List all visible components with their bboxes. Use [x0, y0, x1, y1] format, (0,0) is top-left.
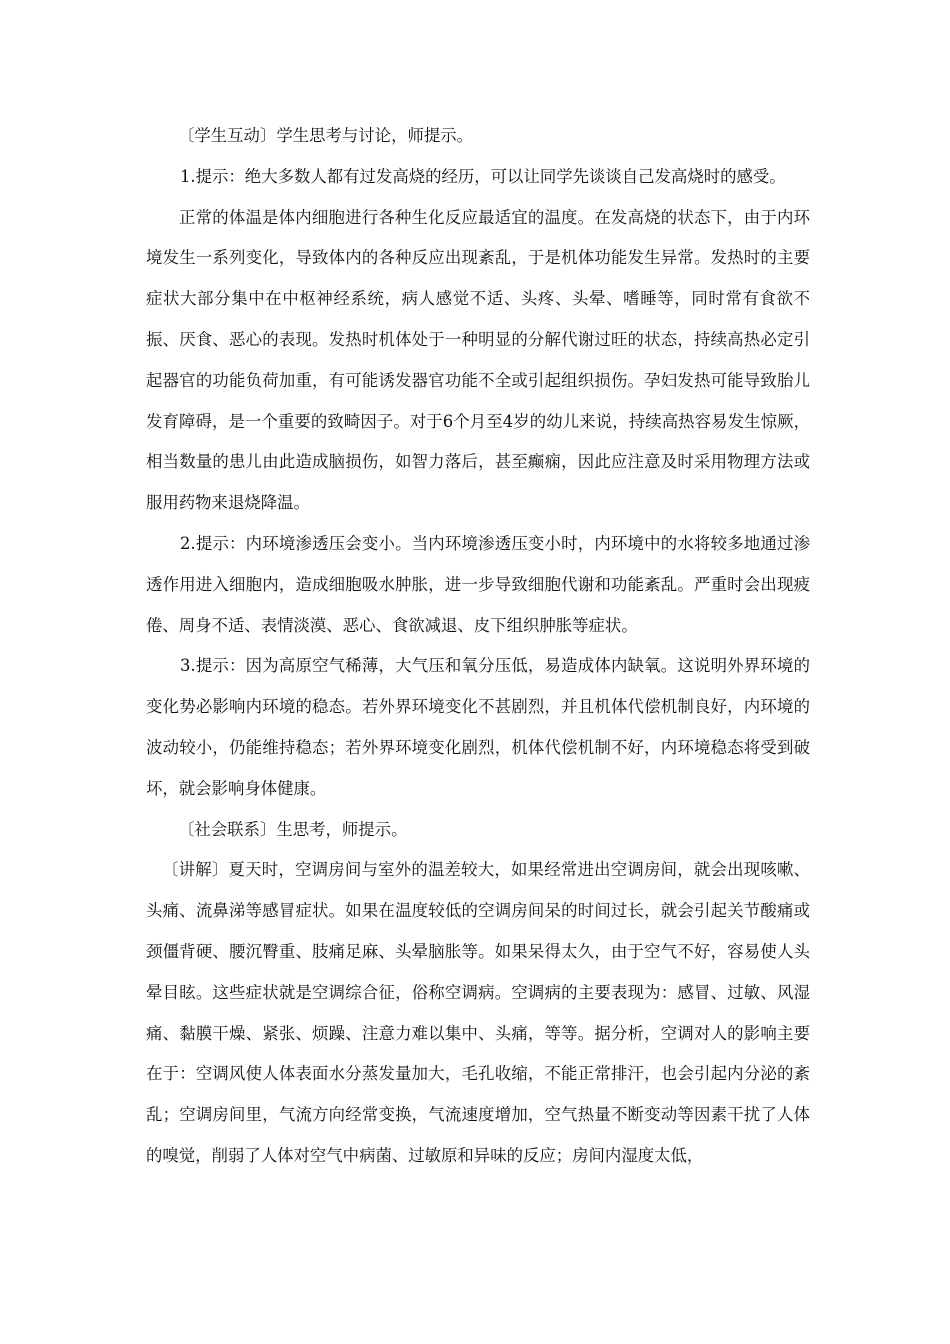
- paragraph-social-connection: 〔社会联系〕生思考，师提示。: [178, 819, 408, 839]
- paragraph-hint-1: 1.提示：绝大多数人都有过发高烧的经历，可以让同学先谈谈自己发高烧时的感受。: [180, 166, 786, 186]
- document-body: [146, 116, 810, 1177]
- paragraph-hint-3: 3.提示：因为高原空气稀薄，大气压和氧分压低，易造成体内缺氧。这说明外界环境的变化势必影响内环境的稳态。若外界环境变化不甚剧烈，并且机体代偿机制良好，内环境的波动较小，仍能维持稳态；若外界环境变化剧烈，机体代偿机制不好，内环境稳态将受到破坏，就会影响身体健康。: [146, 656, 810, 798]
- paragraph-body-temperature: 正常的体温是体内细胞进行各种生化反应最适宜的温度。在发高烧的状态下，由于内环境发生一系列变化，导致体内的各种反应出现紊乱，于是机体功能发生异常。发热时的主要症状大部分集中在中枢神经系统，病人感觉不适、头疼、头晕、嗜睡等，同时常有食欲不振、厌食、恶心的表现。发热时机体处于一种明显的分解代谢过旺的状态，持续高热必定引起器官的功能负荷加重，有可能诱发器官功能不全或引起组织损伤。孕妇发热可能导致胎儿发育障碍，是一个重要的致畸因子。对于6个月至4岁的幼儿来说，持续高热容易发生惊厥，相当数量的患儿由此造成脑损伤，如智力落后，甚至癫痫，因此应注意及时采用物理方法或服用药物来退烧降温。: [146, 207, 810, 513]
- paragraph-student-interaction: 〔学生互动〕学生思考与讨论，师提示。: [178, 126, 474, 145]
- paragraph-lecture: 〔讲解〕夏天时，空调房间与室外的温差较大，如果经常进出空调房间，就会出现咳嗽、头痛、流鼻涕等感冒症状。如果在温度较低的空调房间呆的时间过长，就会引起关节酸痛或颈僵背硬、腰沉臀重、肢痛足麻、头晕脑胀等。如果呆得太久，由于空气不好，容易使人头晕目眩。这些症状就是空调综合征，俗称空调病。空调病的主要表现为：感冒、过敏、风湿痛、黏膜干燥、紧张、烦躁、注意力难以集中、头痛，等等。据分析，空调对人的影响主要在于：空调风使人体表面水分蒸发量加大，毛孔收缩，不能正常排汗，也会引起内分泌的紊乱；空调房间里，气流方向经常变换，气流速度增加，空气热量不断变动等因素干扰了人体的嗅觉，削弱了人体对空气中病菌、过敏原和异味的反应；房间内湿度太低，: [146, 860, 810, 1165]
- paragraph-hint-2: 2.提示：内环境渗透压会变小。当内环境渗透压变小时，内环境中的水将较多地通过渗透作用进入细胞内，造成细胞吸水肿胀，进一步导致细胞代谢和功能紊乱。严重时会出现疲倦、周身不适、表情淡漠、恶心、食欲减退、皮下组织肿胀等症状。: [146, 533, 810, 635]
